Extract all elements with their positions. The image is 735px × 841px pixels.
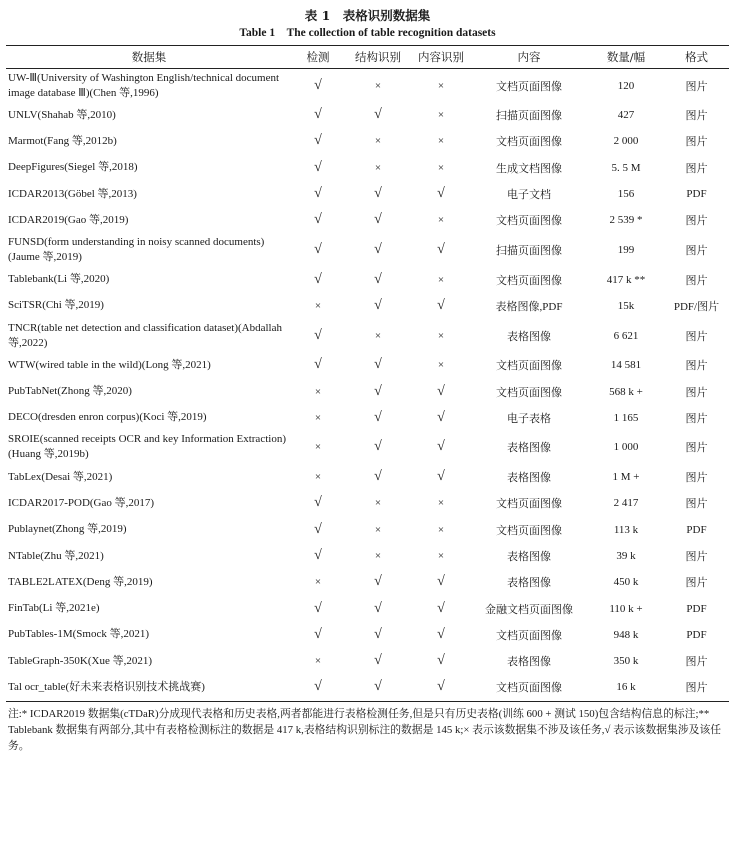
detection-cell: √ [314, 212, 322, 228]
content-recognition-cell: √ [437, 653, 445, 669]
table-row [6, 431, 729, 464]
content-recognition-cell: √ [437, 241, 445, 257]
content-type-cell: 文档页面图像 [496, 629, 562, 642]
count-cell: 948 k [613, 628, 639, 641]
format-cell: PDF [686, 523, 707, 536]
format-cell: 图片 [685, 110, 708, 123]
format-cell: 图片 [685, 682, 708, 695]
datasets-table [6, 45, 729, 702]
content-recognition-cell: × [437, 497, 445, 510]
dataset-name-cell: SciTSR(Chi 等,2019) [8, 299, 104, 312]
content-recognition-cell: × [437, 161, 445, 174]
dataset-name-cell: DECO(dresden enron corpus)(Koci 等,2019) [8, 411, 207, 424]
table-body [6, 69, 729, 702]
content-recognition-cell: √ [437, 297, 445, 313]
table-row [6, 674, 729, 701]
column-header: 格式 [685, 50, 708, 64]
table-row [6, 293, 729, 319]
format-cell: 图片 [685, 215, 708, 228]
structure-recognition-cell: × [374, 523, 382, 536]
format-cell: 图片 [685, 472, 708, 485]
format-cell: 图片 [685, 386, 708, 399]
content-type-cell: 表格图像 [507, 656, 551, 669]
detection-cell: × [314, 655, 322, 668]
table-row [6, 569, 729, 595]
content-type-cell: 文档页面图像 [496, 274, 562, 287]
detection-cell: √ [314, 626, 322, 642]
content-recognition-cell: × [437, 135, 445, 148]
count-cell: 2 539 * [609, 214, 643, 227]
count-cell: 1 000 [613, 441, 639, 454]
table-row [6, 69, 729, 103]
count-cell: 39 k [616, 550, 636, 562]
content-recognition-cell: × [437, 214, 445, 227]
structure-recognition-cell: √ [374, 241, 382, 257]
format-cell: 图片 [685, 656, 708, 669]
count-cell: 6 621 [613, 329, 639, 342]
table-row [6, 181, 729, 207]
format-cell: 图片 [685, 80, 708, 93]
column-header: 数量/幅 [606, 50, 646, 64]
dataset-name-cell: FUNSD(form understanding in noisy scanned documents)(Jaume 等,2019) [8, 235, 265, 263]
count-cell: 2 000 [613, 135, 639, 148]
content-type-cell: 表格图像 [507, 442, 551, 455]
content-type-cell: 生成文档图像 [496, 162, 562, 175]
count-cell: 14 581 [610, 359, 642, 372]
dataset-name-cell: WTW(wired table in the wild)(Long 等,2021) [8, 358, 211, 371]
table-row [6, 128, 729, 154]
table-row [6, 464, 729, 490]
table-footnote: 注:* ICDAR2019 数据集(cTDaR)分成现代表格和历史表格,两者都能进行表格检测任务,但是只有历史表格(训练 600 + 测试 150)包含结构信息的标注;** Tablebank 数据集有两部分,其中有表格检测标注的数据是 417 k,表格结构识别标注的数据是 145 k;× 表示该数据集不涉及该任务,√ 表示该数据集涉及该任务。 [8, 707, 722, 752]
count-cell: 1 M + [612, 471, 640, 484]
detection-cell: √ [314, 133, 322, 149]
content-recognition-cell: × [437, 523, 445, 536]
format-cell: 图片 [685, 577, 708, 590]
detection-cell: √ [314, 159, 322, 175]
content-type-cell: 文档页面图像 [496, 524, 562, 537]
content-type-cell: 表格图像 [507, 551, 551, 563]
content-type-cell: 表格图像 [507, 330, 551, 343]
structure-recognition-cell: × [374, 161, 382, 174]
table-row [6, 517, 729, 543]
structure-recognition-cell: √ [374, 409, 382, 425]
content-type-cell: 文档页面图像 [496, 80, 562, 93]
table-row [6, 207, 729, 233]
count-cell: 199 [617, 243, 635, 256]
column-header: 结构识别 [355, 50, 401, 64]
structure-recognition-cell: √ [374, 600, 382, 616]
detection-cell: √ [314, 521, 322, 537]
format-cell: 图片 [685, 442, 708, 455]
format-cell: PDF [686, 188, 707, 201]
dataset-name-cell: NTable(Zhu 等,2021) [8, 549, 104, 562]
structure-recognition-cell: × [374, 329, 382, 342]
structure-recognition-cell: × [374, 135, 382, 148]
table-row [6, 155, 729, 181]
content-type-cell: 表格图像 [507, 577, 551, 590]
content-type-cell: 金融文档页面图像 [485, 603, 573, 616]
table-row [6, 622, 729, 648]
format-cell: 图片 [685, 136, 708, 149]
content-type-cell: 电子表格 [507, 412, 551, 425]
structure-recognition-cell: √ [374, 357, 382, 373]
content-type-cell: 文档页面图像 [496, 498, 562, 511]
content-recognition-cell: √ [437, 383, 445, 399]
content-recognition-cell: √ [437, 439, 445, 455]
dataset-name-cell: UNLV(Shahab 等,2010) [8, 108, 116, 121]
table-row [6, 595, 729, 621]
detection-cell: × [314, 441, 322, 454]
dataset-name-cell: Tal ocr_table(好未来表格识别技术挑战赛) [8, 680, 205, 693]
structure-recognition-cell: √ [374, 212, 382, 228]
table-row [6, 352, 729, 378]
detection-cell: × [314, 576, 322, 589]
table-caption-cn: 表 1 表格识别数据集 [304, 8, 431, 23]
count-cell: 156 [617, 188, 635, 201]
count-cell: 1 165 [613, 411, 639, 424]
structure-recognition-cell: × [374, 79, 382, 92]
detection-cell: √ [314, 241, 322, 257]
content-type-cell: 扫描页面图像 [496, 244, 562, 257]
structure-recognition-cell: √ [374, 679, 382, 695]
format-cell: 图片 [685, 162, 708, 175]
content-type-cell: 文档页面图像 [496, 136, 562, 149]
content-recognition-cell: √ [437, 679, 445, 695]
content-recognition-cell: × [437, 79, 445, 92]
content-type-cell: 文档页面图像 [496, 386, 562, 399]
count-cell: 417 k ** [606, 273, 646, 286]
structure-recognition-cell: √ [374, 107, 382, 123]
dataset-name-cell: UW-Ⅲ(University of Washington English/technical document image database Ⅲ)(Chen 等,1996) [8, 71, 280, 99]
content-recognition-cell: × [437, 109, 445, 122]
table-caption-en: Table 1 The collection of table recognition datasets [239, 27, 496, 39]
content-type-cell: 扫描页面图像 [496, 110, 562, 123]
count-cell: 350 k [613, 655, 639, 668]
table-row [6, 405, 729, 431]
table-row [6, 543, 729, 569]
structure-recognition-cell: √ [374, 383, 382, 399]
count-cell: 15k [617, 299, 635, 312]
detection-cell: √ [314, 357, 322, 373]
format-cell: 图片 [685, 274, 708, 287]
dataset-name-cell: Marmot(Fang 等,2012b) [8, 134, 117, 147]
detection-cell: √ [314, 107, 322, 123]
table-row [6, 266, 729, 292]
content-recognition-cell: × [437, 273, 445, 286]
dataset-name-cell: FinTab(Li 等,2021e) [8, 602, 100, 615]
format-cell: 图片 [685, 330, 708, 343]
content-recognition-cell: × [437, 550, 445, 562]
content-recognition-cell: √ [437, 409, 445, 425]
structure-recognition-cell: × [374, 550, 382, 562]
column-header: 内容识别 [418, 50, 464, 64]
content-type-cell: 表格图像 [507, 472, 551, 485]
detection-cell: × [314, 385, 322, 398]
count-cell: 16 k [616, 681, 636, 694]
detection-cell: × [314, 411, 322, 424]
dataset-name-cell: Publaynet(Zhong 等,2019) [8, 523, 127, 536]
count-cell: 113 k [613, 523, 639, 536]
content-recognition-cell: × [437, 329, 445, 342]
table-row [6, 233, 729, 266]
structure-recognition-cell: √ [374, 271, 382, 287]
format-cell: PDF [686, 602, 707, 615]
dataset-name-cell: TabLex(Desai 等,2021) [8, 470, 113, 483]
dataset-name-cell: ICDAR2013(Göbel 等,2013) [8, 187, 137, 200]
content-type-cell: 文档页面图像 [496, 682, 562, 695]
count-cell: 427 [617, 109, 635, 122]
dataset-name-cell: ICDAR2019(Gao 等,2019) [8, 213, 129, 226]
format-cell: 图片 [685, 360, 708, 373]
content-type-cell: 电子文档 [507, 189, 551, 202]
detection-cell: √ [314, 77, 322, 93]
structure-recognition-cell: √ [374, 469, 382, 485]
count-cell: 2 417 [613, 497, 639, 510]
column-header: 数据集 [131, 50, 167, 64]
structure-recognition-cell: √ [374, 297, 382, 313]
dataset-name-cell: TABLE2LATEX(Deng 等,2019) [8, 575, 153, 588]
format-cell: PDF/图片 [673, 300, 720, 313]
detection-cell: × [314, 471, 322, 484]
content-recognition-cell: √ [437, 600, 445, 616]
format-cell: 图片 [685, 498, 708, 511]
dataset-name-cell: ICDAR2017-POD(Gao 等,2017) [8, 496, 155, 509]
count-cell: 450 k [613, 576, 639, 589]
detection-cell: √ [314, 327, 322, 343]
content-type-cell: 表格图像,PDF [495, 300, 563, 313]
structure-recognition-cell: × [374, 497, 382, 510]
content-recognition-cell: √ [437, 469, 445, 485]
count-cell: 120 [617, 79, 635, 92]
content-recognition-cell: √ [437, 626, 445, 642]
table-row [6, 378, 729, 404]
content-recognition-cell: × [437, 359, 445, 372]
column-header: 检测 [306, 50, 330, 64]
count-cell: 5. 5 M [611, 161, 641, 174]
structure-recognition-cell: √ [374, 653, 382, 669]
count-cell: 110 k + [609, 602, 643, 615]
structure-recognition-cell: √ [374, 626, 382, 642]
table-row [6, 648, 729, 674]
format-cell: 图片 [685, 244, 708, 257]
content-type-cell: 文档页面图像 [496, 360, 562, 373]
column-header: 内容 [517, 50, 541, 64]
format-cell: 图片 [685, 551, 708, 563]
dataset-name-cell: Tablebank(Li 等,2020) [8, 273, 110, 286]
structure-recognition-cell: √ [374, 574, 382, 590]
dataset-name-cell: PubTabNet(Zhong 等,2020) [8, 385, 132, 398]
dataset-name-cell: TableGraph-350K(Xue 等,2021) [8, 654, 153, 667]
dataset-name-cell: SROIE(scanned receipts OCR and key Information Extraction)(Huang 等,2019b) [8, 433, 286, 461]
structure-recognition-cell: √ [374, 439, 382, 455]
detection-cell: × [314, 299, 322, 312]
content-type-cell: 文档页面图像 [496, 215, 562, 228]
count-cell: 568 k + [609, 385, 643, 398]
format-cell: PDF [686, 628, 707, 641]
content-recognition-cell: √ [437, 574, 445, 590]
detection-cell: √ [314, 271, 322, 287]
detection-cell: √ [314, 495, 322, 511]
format-cell: 图片 [685, 412, 708, 425]
detection-cell: √ [314, 548, 322, 563]
table-row [6, 319, 729, 352]
dataset-name-cell: DeepFigures(Siegel 等,2018) [8, 161, 138, 174]
table-row [6, 490, 729, 516]
table-row [6, 102, 729, 128]
content-recognition-cell: √ [437, 186, 445, 202]
dataset-name-cell: TNCR(table net detection and classification dataset)(Abdallah 等,2022) [8, 321, 282, 349]
detection-cell: √ [314, 600, 322, 616]
detection-cell: √ [314, 186, 322, 202]
dataset-name-cell: PubTables-1M(Smock 等,2021) [8, 628, 149, 641]
detection-cell: √ [314, 679, 322, 695]
structure-recognition-cell: √ [374, 186, 382, 202]
table-header-row [6, 46, 729, 69]
